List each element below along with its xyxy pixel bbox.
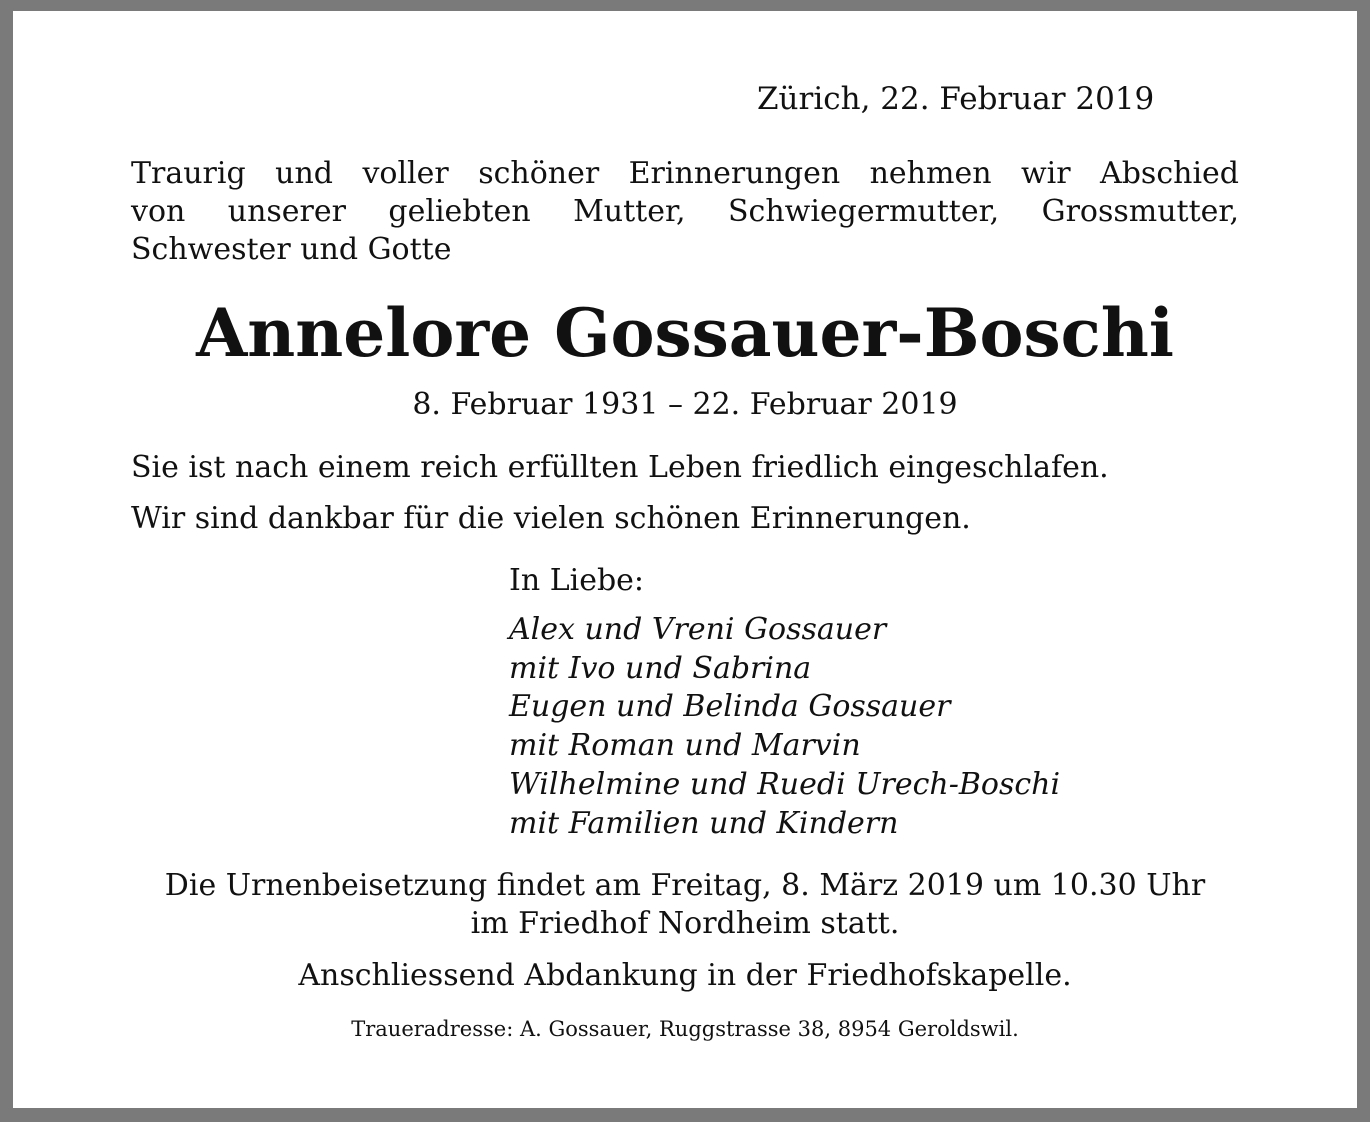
burial-line: im Friedhof Nordheim statt.	[470, 906, 900, 941]
mourner-entry: mit Ivo und Sabrina	[509, 650, 812, 686]
deceased-name: Annelore Gossauer-Boschi	[196, 294, 1174, 372]
intro-paragraph	[131, 155, 1239, 269]
place-and-date: Zürich, 22. Februar 2019	[757, 81, 1155, 117]
mourner-entry: mit Familien und Kindern	[509, 805, 899, 841]
statement-peaceful: Sie ist nach einem reich erfüllten Leben friedlich eingeschlafen.	[131, 450, 1109, 485]
mourner-entry: Eugen und Belinda Gossauer	[509, 689, 951, 725]
mourner-entry: mit Roman und Marvin	[509, 728, 861, 764]
intro-line: Schwester und Gotte	[131, 232, 452, 267]
life-dates: 8. Februar 1931 – 22. Februar 2019	[412, 387, 958, 422]
burial-info	[13, 867, 1357, 943]
intro-line: von unserer geliebten Mutter, Schwiegermutter, Grossmutter,	[131, 194, 1239, 229]
mourning-address: Traueradresse: A. Gossauer, Ruggstrasse 38, 8954 Geroldswil.	[351, 1017, 1019, 1041]
mourners-heading: In Liebe:	[509, 563, 645, 598]
burial-line: Die Urnenbeisetzung findet am Freitag, 8. März 2019 um 10.30 Uhr	[164, 868, 1206, 903]
mourner-entry: Wilhelmine und Ruedi Urech-Boschi	[509, 766, 1061, 802]
mourner-entry: Alex und Vreni Gossauer	[509, 612, 887, 647]
intro-line: Traurig und voller schöner Erinnerungen nehmen wir Abschied	[131, 156, 1239, 191]
mourners-list	[509, 611, 1060, 843]
farewell-info: Anschliessend Abdankung in der Friedhofskapelle.	[298, 958, 1072, 993]
statement-grateful: Wir sind dankbar für die vielen schönen Erinnerungen.	[131, 501, 971, 536]
obituary-notice	[13, 11, 1357, 1108]
